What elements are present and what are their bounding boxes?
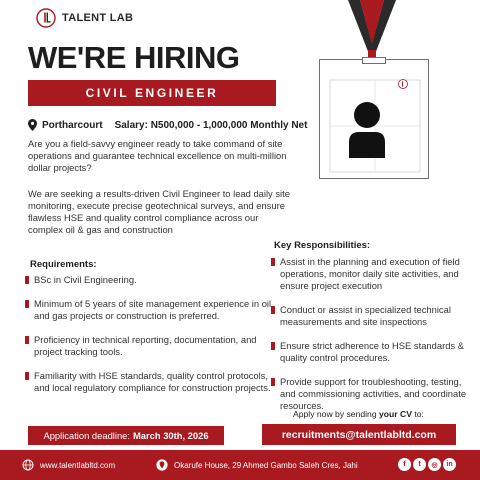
responsibilities-title: Key Responsibilities: [274,240,371,251]
list-item: Familiarity with HSE standards, quality control protocols, and local regulatory compliance for construction projects. [25,370,275,394]
salary-label: Salary: [114,119,148,131]
id-badge [319,59,429,179]
role-banner [28,80,276,106]
address-text: Okarufe House, 29 Ahmed Gambo Saleh Cres, Jahi [174,460,358,470]
bullet-icon [271,258,275,266]
bullet-icon [271,306,275,314]
globe-icon [22,459,34,471]
list-item: Provide support for troubleshooting, testing, and commissioning activities, and coordinate resources. [271,376,475,412]
lanyard-icon [346,0,398,62]
page-title: WE'RE HIRING [28,40,240,75]
requirements-list [25,274,275,406]
website-url[interactable]: www.talentlabltd.com [40,460,116,470]
apply-instruction: Apply now by sending your CV to: [293,409,424,419]
bullet-icon [271,342,275,350]
bullet-icon [25,372,29,380]
salary-value: N500,000 - 1,000,000 Monthly Net [150,119,308,131]
location-pin-icon [156,459,168,471]
footer-address [156,459,358,471]
employee-avatar-icon [320,60,430,180]
list-item: BSc in Civil Engineering. [25,274,275,286]
footer [0,450,480,480]
job-location: Portharcourt [42,119,103,131]
social-links [398,458,456,471]
bullet-icon [25,300,29,308]
brand-logo [36,8,133,28]
facebook-icon[interactable]: f [398,458,411,471]
instagram-icon[interactable]: ◎ [428,458,441,471]
linkedin-icon[interactable]: in [443,458,456,471]
list-item: Assist in the planning and execution of field operations, monitor daily site activities, and ensure project execution [271,256,475,292]
job-meta [28,119,307,131]
requirements-title: Requirements: [30,259,97,270]
bullet-icon [25,336,29,344]
intro-paragraph: Are you a field-savvy engineer ready to take command of site operations and guarantee technical excellence on multi-million dollar projects? [28,138,287,173]
role-title: CIVIL ENGINEER [85,86,219,100]
deadline-banner [28,426,224,445]
description-paragraph: We are seeking a results-driven Civil Engineer to lead daily site monitoring, execute precise geotechnical surveys, and ensure flawless HSE and quality control compliance across our complex oil & gas and construction [28,188,290,235]
email-link[interactable]: recruitments@talentlabltd.com [262,424,456,445]
badge-clip [362,57,386,64]
bullet-icon [25,276,29,284]
list-item: Ensure strict adherence to HSE standards & quality control procedures. [271,340,475,364]
bullet-icon [271,378,275,386]
list-item: Proficiency in technical reporting, documentation, and project tracking tools. [25,334,275,358]
list-item: Conduct or assist in specialized technical measurements and site inspections [271,304,475,328]
tl-monogram-icon [36,8,56,28]
deadline-label: Application deadline: [43,430,130,441]
twitter-icon[interactable]: t [413,458,426,471]
footer-website[interactable] [22,459,115,471]
list-item: Minimum of 5 years of site management experience in oil and gas projects or construction is preferred. [25,298,275,322]
location-pin-icon [28,119,37,131]
brand-name: TALENT LAB [62,12,134,24]
responsibilities-list [271,256,475,424]
deadline-date: March 30th, 2026 [132,430,209,441]
